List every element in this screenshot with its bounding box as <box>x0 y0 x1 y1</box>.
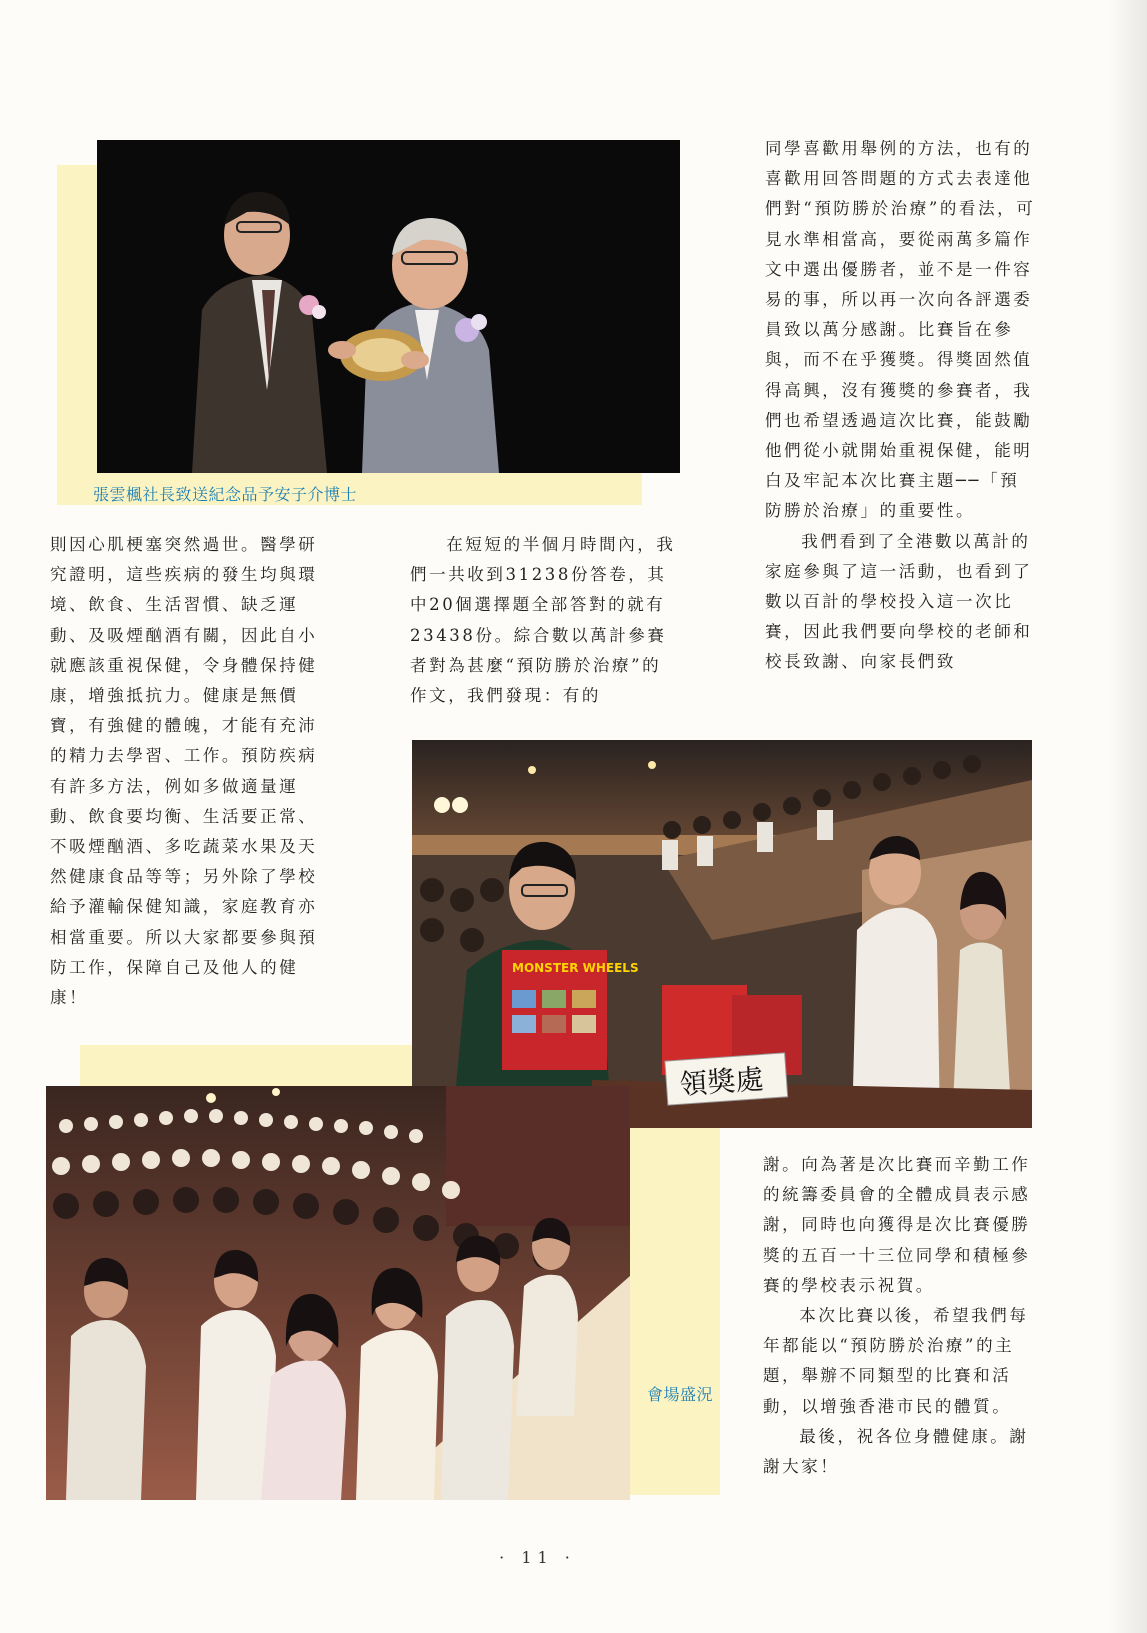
auditorium-caption: 會場盛況 <box>647 1385 714 1404</box>
toy-box-label: MONSTER WHEELS <box>512 961 639 975</box>
article-right-column-top <box>765 134 1037 678</box>
paragraph: 則因心肌梗塞突然過世。醫學研究證明，這些疾病的發生均與環境、飲食、生活習慣、缺乏運動、及吸煙酗酒有關，因此自小就應該重視保健，令身體保持健康，增強抵抗力。健康是無價寶，有強健的體魄，才能有充沛的精力去學習、工作。預防疾病有許多方法，例如多做適量運動、飲食要均衡、生活要正常、不吸煙酗酒、多吃蔬菜水果及天然健康食品等等；另外除了學校給予灌輸保健知識，家庭教育亦相當重要。所以大家都要參與預防工作，保障自己及他人的健康！ <box>50 535 318 1008</box>
paragraph: 本次比賽以後，希望我們每年都能以“預防勝於治療”的主題，舉辦不同類型的比賽和活動，以增強香港市民的體質。 <box>763 1306 1029 1416</box>
article-right-column-bottom <box>763 1150 1037 1482</box>
prize-counter-photo <box>412 740 1032 1128</box>
page-number: · 11 · <box>499 1548 576 1567</box>
ceremony-caption: 張雲楓社長致送紀念品予安子介博士 <box>93 485 358 504</box>
auditorium-crowd-photo <box>46 1086 630 1500</box>
paragraph: 最後，祝各位身體健康。謝謝大家！ <box>763 1426 1029 1477</box>
paragraph: 我們看到了全港數以萬計的家庭參與了這一活動，也看到了數以百計的學校投入這一次比賽，因此我們要向學校的老師和校長致謝、向家長們致 <box>765 531 1033 672</box>
paragraph: 在短短的半個月時間內，我們一共收到31238份答卷，其中20個選擇題全部答對的就有23438份。綜合數以萬計參賽者對為甚麼“預防勝於治療”的作文，我們發現：有的 <box>410 535 676 706</box>
paragraph: 同學喜歡用舉例的方法，也有的喜歡用回答問題的方式去表達他們對“預防勝於治療”的看法，可見水準相當高，要從兩萬多篇作文中選出優勝者，並不是一件容易的事，所以再一次向各評選委員致以萬分感謝。比賽旨在參與，而不在乎獲獎。得獎固然值得高興，沒有獲獎的參賽者，我們也希望透過這次比賽，能鼓勵他們從小就開始重視保健，能明白及牢記本次比賽主題──「預防勝於治療」的重要性。 <box>765 139 1036 521</box>
prize-desk-sign: 領獎處 <box>678 1062 765 1102</box>
article-middle-column <box>410 530 680 711</box>
article-left-column <box>50 530 320 1013</box>
paragraph: 謝。向為著是次比賽而辛勤工作的統籌委員會的全體成員表示感謝，同時也向獲得是次比賽優勝獎的五百一十三位同學和積極參賽的學校表示祝賀。 <box>763 1155 1031 1295</box>
page-edge-shadow <box>1107 0 1147 1633</box>
ceremony-photo <box>97 140 680 473</box>
